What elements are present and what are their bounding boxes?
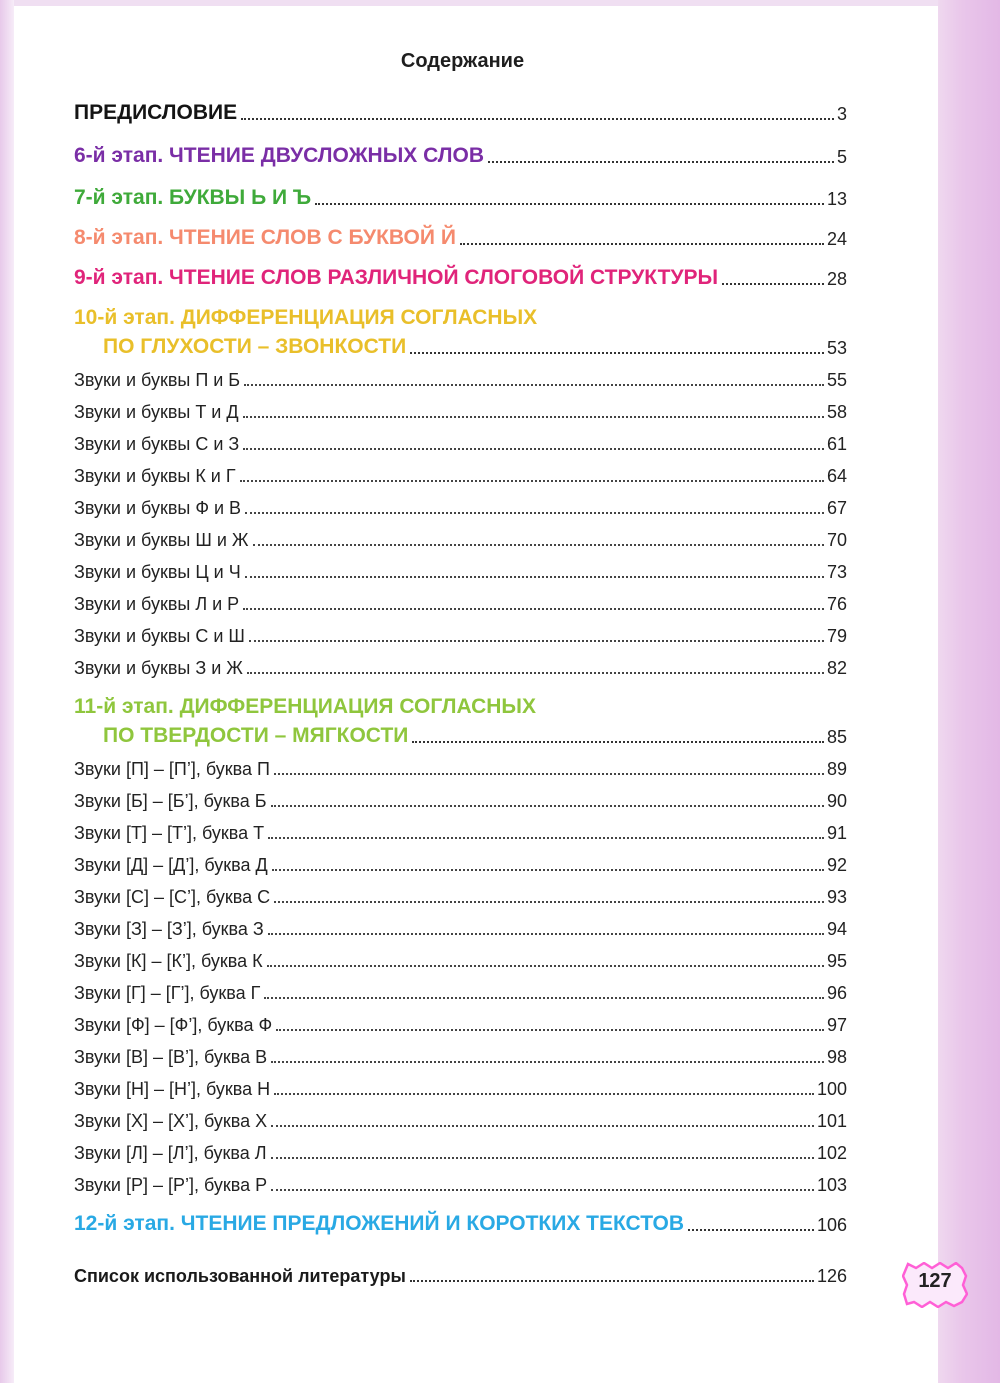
toc-leader-dots bbox=[410, 351, 824, 354]
toc-page-number: 97 bbox=[826, 1015, 847, 1035]
toc-leader-dots bbox=[249, 639, 824, 642]
toc-leader-dots bbox=[274, 772, 824, 775]
toc-page-number: 24 bbox=[826, 229, 847, 249]
toc-subentry[interactable] bbox=[74, 791, 847, 812]
toc-label: Звуки [П] – [П’], буква П bbox=[74, 759, 270, 779]
toc-subentry[interactable] bbox=[74, 466, 847, 487]
toc-page-number: 92 bbox=[826, 855, 847, 875]
toc-leader-dots bbox=[271, 804, 824, 807]
toc-leader-dots bbox=[243, 607, 824, 610]
toc-leader-dots bbox=[272, 868, 824, 871]
page-frame-right bbox=[938, 0, 1000, 1383]
toc-label: Звуки и буквы П и Б bbox=[74, 370, 241, 390]
toc-label: ПРЕДИСЛОВИЕ bbox=[74, 101, 238, 124]
toc-leader-dots bbox=[264, 996, 824, 999]
toc-label: Звуки и буквы Т и Д bbox=[74, 402, 239, 422]
toc-page-number: 90 bbox=[826, 791, 847, 811]
toc-page-number: 100 bbox=[816, 1079, 847, 1099]
toc-subentry[interactable] bbox=[74, 983, 847, 1004]
toc-stage-11-title-line1[interactable]: 11-й этап. ДИФФЕРЕНЦИАЦИЯ СОГЛАСНЫХ bbox=[74, 695, 536, 718]
toc-page-number: 103 bbox=[816, 1175, 847, 1195]
page-title: Содержание bbox=[400, 50, 525, 72]
toc-leader-dots bbox=[268, 836, 824, 839]
toc-subentry[interactable] bbox=[74, 562, 847, 583]
toc-label: Звуки [Х] – [Х’], буква Х bbox=[74, 1111, 268, 1131]
toc-label: Звуки и буквы К и Г bbox=[74, 466, 236, 486]
toc-page-number: 82 bbox=[826, 658, 847, 678]
toc-subentry[interactable] bbox=[74, 1175, 847, 1196]
toc-subentry[interactable] bbox=[74, 1143, 847, 1164]
toc-label: 8-й этап. ЧТЕНИЕ СЛОВ С БУКВОЙ Й bbox=[74, 226, 456, 249]
toc-page-number: 91 bbox=[826, 823, 847, 843]
toc-entry-stage-10[interactable] bbox=[103, 335, 847, 359]
toc-page-number: 76 bbox=[826, 594, 847, 614]
toc-subentry[interactable] bbox=[74, 823, 847, 844]
toc-subentry[interactable] bbox=[74, 498, 847, 519]
toc-leader-dots bbox=[274, 900, 824, 903]
toc-subentry[interactable] bbox=[74, 1047, 847, 1068]
toc-leader-dots bbox=[241, 117, 834, 120]
toc-label: ПО ГЛУХОСТИ – ЗВОНКОСТИ bbox=[103, 335, 407, 358]
toc-entry-stage-8[interactable] bbox=[74, 226, 847, 250]
toc-label: Звуки и буквы Ш и Ж bbox=[74, 530, 249, 550]
toc-label: Звуки [Г] – [Г’], буква Г bbox=[74, 983, 261, 1003]
toc-entry-literature[interactable] bbox=[74, 1266, 847, 1287]
toc-stage-10-title-line1[interactable]: 10-й этап. ДИФФЕРЕНЦИАЦИЯ СОГЛАСНЫХ bbox=[74, 306, 538, 329]
toc-leader-dots bbox=[688, 1228, 814, 1231]
toc-subentry[interactable] bbox=[74, 1015, 847, 1036]
toc-page-number: 94 bbox=[826, 919, 847, 939]
toc-entry-stage-9[interactable] bbox=[74, 266, 847, 290]
toc-leader-dots bbox=[276, 1028, 824, 1031]
toc-label: Звуки и буквы Ц и Ч bbox=[74, 562, 241, 582]
toc-subentry[interactable] bbox=[74, 594, 847, 615]
toc-page-number: 101 bbox=[816, 1111, 847, 1131]
toc-page-number: 5 bbox=[836, 147, 847, 167]
toc-leader-dots bbox=[460, 242, 824, 245]
toc-label: 7-й этап. БУКВЫ Ь И Ъ bbox=[74, 186, 312, 209]
toc-leader-dots bbox=[240, 479, 824, 482]
toc-page-number: 3 bbox=[836, 104, 847, 124]
toc-page-number: 67 bbox=[826, 498, 847, 518]
toc-page-number: 98 bbox=[826, 1047, 847, 1067]
toc-leader-dots bbox=[245, 511, 824, 514]
toc-leader-dots bbox=[488, 160, 834, 163]
toc-label: Звуки и буквы З и Ж bbox=[74, 658, 243, 678]
toc-subentry[interactable] bbox=[74, 434, 847, 455]
toc-leader-dots bbox=[271, 1124, 814, 1127]
toc-label: Звуки [Л] – [Л’], буква Л bbox=[74, 1143, 267, 1163]
toc-subentry[interactable] bbox=[74, 530, 847, 551]
toc-label: Звуки [В] – [В’], буква В bbox=[74, 1047, 268, 1067]
toc-page-number: 55 bbox=[826, 370, 847, 390]
toc-subentry[interactable] bbox=[74, 626, 847, 647]
toc-label: Звуки [Т] – [Т’], буква Т bbox=[74, 823, 265, 843]
toc-subentry[interactable] bbox=[74, 658, 847, 679]
toc-leader-dots bbox=[247, 671, 824, 674]
toc-page-number: 106 bbox=[816, 1215, 847, 1235]
toc-subentry[interactable] bbox=[74, 855, 847, 876]
toc-label: Звуки и буквы Л и Р bbox=[74, 594, 240, 614]
toc-subentry[interactable] bbox=[74, 919, 847, 940]
toc-leader-dots bbox=[271, 1060, 824, 1063]
toc-page-number: 73 bbox=[826, 562, 847, 582]
toc-label: Список использованной литературы bbox=[74, 1266, 406, 1286]
toc-page-number: 64 bbox=[826, 466, 847, 486]
toc-leader-dots bbox=[271, 1188, 814, 1191]
toc-leader-dots bbox=[245, 575, 824, 578]
toc-label: Звуки [З] – [З’], буква З bbox=[74, 919, 264, 939]
toc-entry-stage-11[interactable] bbox=[103, 724, 847, 748]
toc-label: Звуки и буквы Ф и В bbox=[74, 498, 242, 518]
toc-leader-dots bbox=[253, 543, 824, 546]
toc-subentry[interactable] bbox=[74, 759, 847, 780]
toc-entry-stage-7[interactable] bbox=[74, 186, 847, 210]
toc-page-number: 28 bbox=[826, 269, 847, 289]
toc-entry-stage-12[interactable] bbox=[74, 1212, 847, 1236]
toc-entry-preface[interactable] bbox=[74, 101, 847, 125]
toc-label: Звуки [Д] – [Д’], буква Д bbox=[74, 855, 268, 875]
toc-label: 9-й этап. ЧТЕНИЕ СЛОВ РАЗЛИЧНОЙ СЛОГОВОЙ СТРУКТУРЫ bbox=[74, 266, 719, 289]
toc-leader-dots bbox=[271, 1156, 814, 1159]
toc-page-number: 96 bbox=[826, 983, 847, 1003]
toc-leader-dots bbox=[315, 202, 824, 205]
toc-leader-dots bbox=[722, 282, 824, 285]
toc-label: Звуки [Б] – [Б’], буква Б bbox=[74, 791, 267, 811]
toc-leader-dots bbox=[267, 964, 824, 967]
toc-leader-dots bbox=[274, 1092, 814, 1095]
toc-page-number: 58 bbox=[826, 402, 847, 422]
toc-page-number: 102 bbox=[816, 1143, 847, 1163]
toc-page-number: 126 bbox=[816, 1266, 847, 1286]
toc-page-number: 93 bbox=[826, 887, 847, 907]
toc-label: ПО ТВЕРДОСТИ – МЯГКОСТИ bbox=[103, 724, 409, 747]
toc-label: Звуки [Р] – [Р’], буква Р bbox=[74, 1175, 268, 1195]
toc-entry-stage-6[interactable] bbox=[74, 144, 847, 168]
page-frame-left bbox=[0, 0, 14, 1383]
toc-label: Звуки [Ф] – [Ф’], буква Ф bbox=[74, 1015, 273, 1035]
toc-subentry[interactable] bbox=[74, 370, 847, 391]
toc-subentry[interactable] bbox=[74, 887, 847, 908]
toc-label: 12-й этап. ЧТЕНИЕ ПРЕДЛОЖЕНИЙ И КОРОТКИХ ТЕКСТОВ bbox=[74, 1212, 685, 1235]
toc-leader-dots bbox=[268, 932, 824, 935]
toc-subentry[interactable] bbox=[74, 1111, 847, 1132]
toc-subentry[interactable] bbox=[74, 1079, 847, 1100]
toc-label: Звуки и буквы С и Ш bbox=[74, 626, 245, 646]
toc-leader-dots bbox=[410, 1279, 814, 1282]
toc-leader-dots bbox=[244, 383, 824, 386]
toc-page-number: 70 bbox=[826, 530, 847, 550]
toc-page-number: 13 bbox=[826, 189, 847, 209]
page-frame-top bbox=[0, 0, 1000, 6]
toc-label: Звуки [С] – [С’], буква С bbox=[74, 887, 271, 907]
toc-leader-dots bbox=[412, 740, 824, 743]
toc-label: Звуки [Н] – [Н’], буква Н bbox=[74, 1079, 271, 1099]
toc-page-number: 89 bbox=[826, 759, 847, 779]
toc-page-number: 79 bbox=[826, 626, 847, 646]
toc-page-number: 53 bbox=[826, 338, 847, 358]
toc-leader-dots bbox=[243, 447, 824, 450]
toc-label: Звуки [К] – [К’], буква К bbox=[74, 951, 263, 971]
toc-leader-dots bbox=[243, 415, 824, 418]
toc-page-number: 95 bbox=[826, 951, 847, 971]
toc-subentry[interactable] bbox=[74, 402, 847, 423]
toc-label: Звуки и буквы С и З bbox=[74, 434, 240, 454]
toc-label: 6-й этап. ЧТЕНИЕ ДВУСЛОЖНЫХ СЛОВ bbox=[74, 144, 484, 167]
toc-page-number: 61 bbox=[826, 434, 847, 454]
toc-subentry[interactable] bbox=[74, 951, 847, 972]
page-number: 127 bbox=[918, 1270, 952, 1292]
toc-page-number: 85 bbox=[826, 727, 847, 747]
